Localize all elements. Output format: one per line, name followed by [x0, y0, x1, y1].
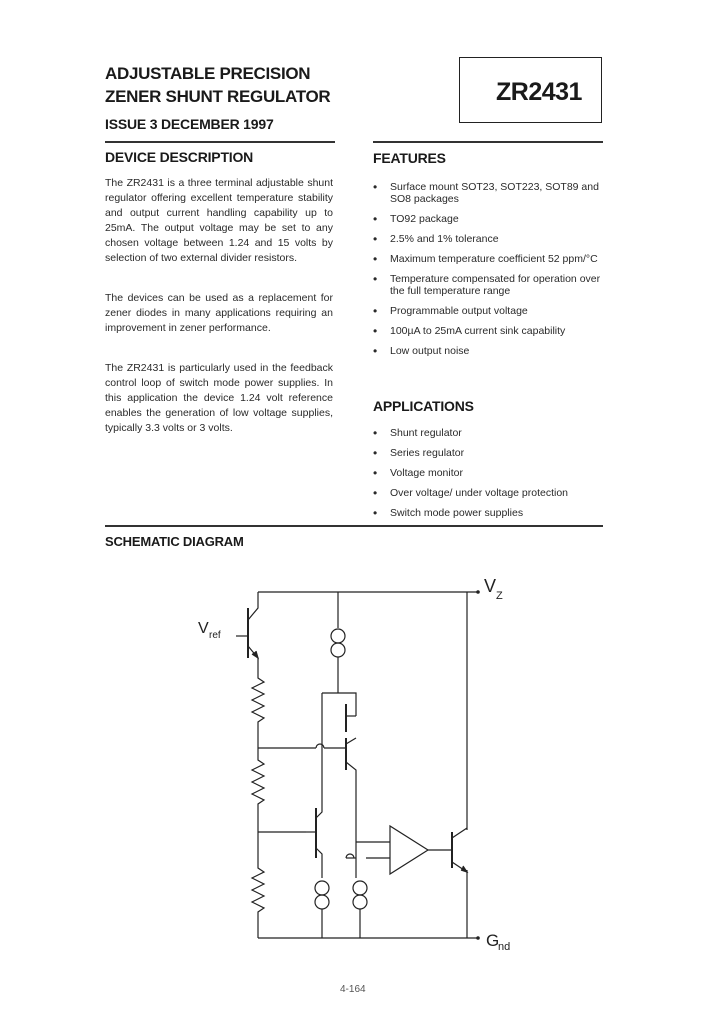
gnd-terminal [476, 936, 480, 940]
page-number: 4-164 [340, 984, 366, 995]
vz-subscript: Z [496, 590, 503, 602]
current-source-3-lower [353, 895, 367, 909]
issue-date: ISSUE 3 DECEMBER 1997 [105, 116, 274, 132]
schematic-heading: SCHEMATIC DIAGRAM [105, 534, 244, 549]
current-source-2-lower [315, 895, 329, 909]
vref-subscript: ref [209, 630, 221, 641]
description-paragraph-1: The ZR2431 is a three terminal adjustable shunt regulator offering excellent temperature stability and output current handling capability up to 25mA. The output voltage may be set to any chosen voltage between 1.24 and 15 volts by selection of two external divider resistors. [105, 177, 333, 264]
description-paragraph-3: The ZR2431 is particularly used in the feedback control loop of switch mode power supplies. In this application the device 1.24 volt reference enables the generation of low voltage supplies, typically 3.3 volts or 3 volts. [105, 362, 333, 434]
feature-item: • 2.5% and 1% tolerance [373, 233, 603, 245]
resistor-2 [252, 748, 264, 832]
gnd-subscript: nd [498, 941, 511, 953]
description-heading: DEVICE DESCRIPTION [105, 149, 254, 165]
resistor-1 [252, 670, 264, 748]
gnd-label: G [486, 931, 500, 950]
application-item: • Series regulator [373, 447, 603, 459]
feature-item: • Programmable output voltage [373, 305, 603, 317]
title-line-1: ADJUSTABLE PRECISION [105, 64, 311, 83]
application-item: • Shunt regulator [373, 427, 603, 439]
feature-item: • TO92 package [373, 213, 603, 225]
feature-item: • 100µA to 25mA current sink capability [373, 325, 603, 337]
vz-terminal [476, 590, 480, 594]
resistor-3 [252, 832, 264, 938]
applications-heading: APPLICATIONS [373, 398, 474, 414]
current-source-1-lower [331, 643, 345, 657]
error-amplifier [390, 826, 428, 874]
description-paragraph-2: The devices can be used as a replacement for zener diodes in many applications requiring an improvement in zener performance. [105, 292, 333, 334]
application-item: • Switch mode power supplies [373, 507, 603, 519]
feature-item: • Maximum temperature coefficient 52 ppm/°C [373, 253, 603, 265]
application-item: • Voltage monitor [373, 467, 603, 479]
current-source-3-upper [353, 881, 367, 895]
current-source-2-upper [315, 881, 329, 895]
feature-item: • Low output noise [373, 345, 603, 357]
application-item: • Over voltage/ under voltage protection [373, 487, 603, 499]
current-source-1-upper [331, 629, 345, 643]
part-number: ZR2431 [496, 78, 582, 106]
vz-label: V [484, 576, 497, 596]
feature-item: • Temperature compensated for operation over the full temperature range [373, 273, 603, 297]
title-line-2: ZENER SHUNT REGULATOR [105, 87, 331, 106]
features-heading: FEATURES [373, 150, 446, 166]
vref-label: V [198, 620, 209, 637]
feature-item: • Surface mount SOT23, SOT223, SOT89 and SO8 packages [373, 181, 603, 205]
